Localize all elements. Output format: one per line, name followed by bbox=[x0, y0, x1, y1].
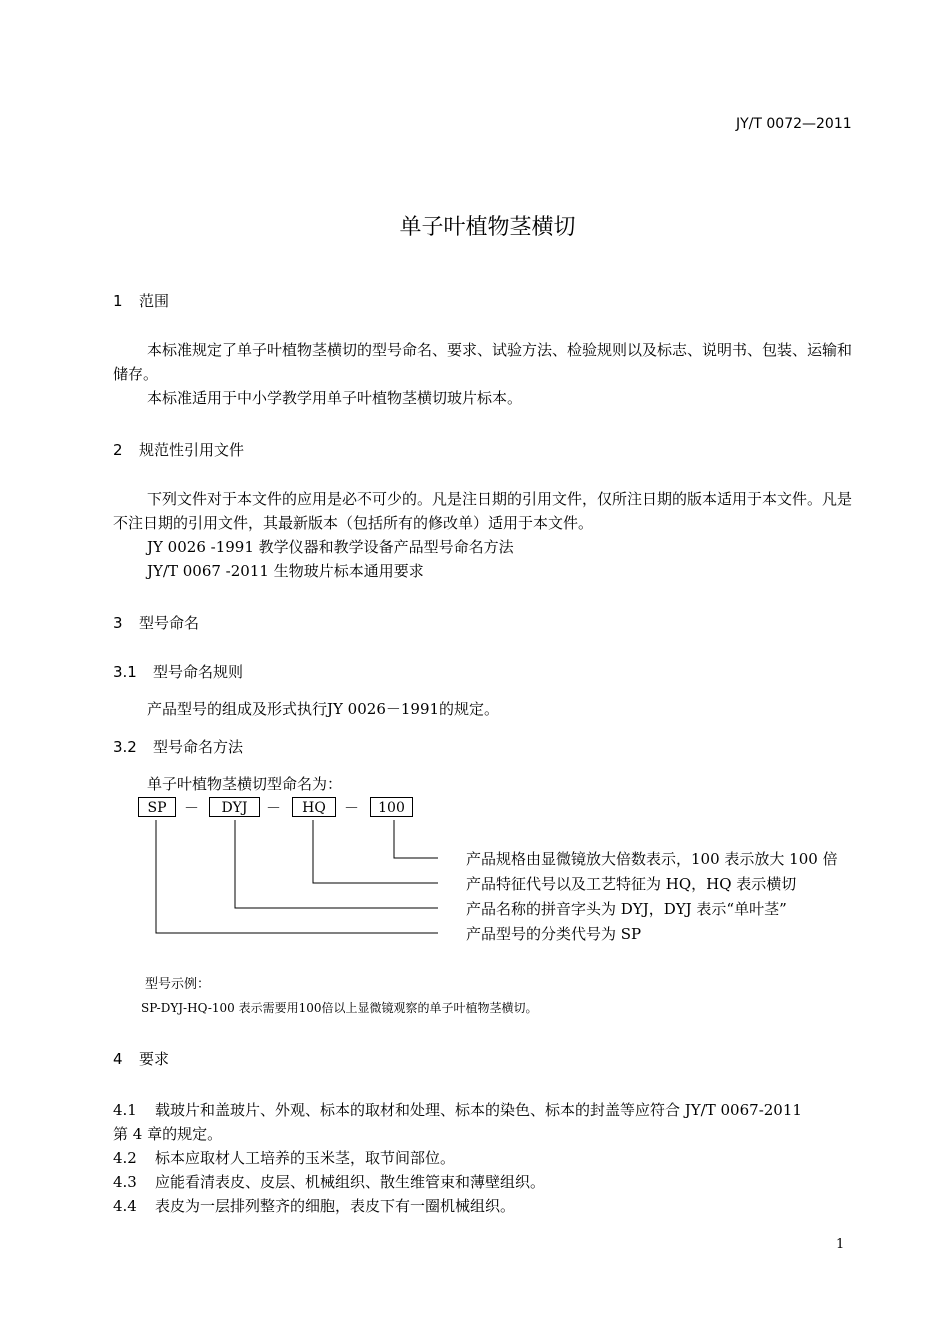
paragraph-text: 本标准适用于中小学教学用单子叶植物茎横切玻片标本。 bbox=[147, 389, 523, 407]
code-separator: － bbox=[344, 799, 360, 817]
requirement-item-4-4 bbox=[113, 1194, 515, 1218]
code-description-sp: 产品型号的分类代号为 SP bbox=[466, 925, 642, 943]
section-title: 要求 bbox=[139, 1050, 170, 1068]
code-description-100: 产品规格由显微镜放大倍数表示，100 表示放大 100 倍 bbox=[466, 850, 838, 868]
connector-line-dyj bbox=[235, 820, 438, 908]
requirement-item-4-2 bbox=[113, 1146, 455, 1170]
item-number: 4.4 bbox=[113, 1197, 137, 1215]
subsection-number: 3.2 bbox=[113, 738, 137, 756]
section-title: 型号命名 bbox=[139, 614, 200, 632]
connector-line-sp bbox=[156, 820, 438, 933]
code-description-dyj: 产品名称的拼音字头为 DYJ，DYJ 表示“单叶茎” bbox=[466, 900, 787, 918]
code-box-hq: HQ bbox=[292, 797, 336, 817]
item-number: 4.1 bbox=[113, 1101, 137, 1119]
requirement-item-4-3 bbox=[113, 1170, 545, 1194]
example-text: SP-DYJ-HQ-100 表示需要用100倍以上显微镜观察的单子叶植物茎横切。 bbox=[141, 1001, 538, 1015]
normative-reference: JY/T 0067 -2011 生物玻片标本通用要求 bbox=[147, 562, 424, 580]
requirement-item-4-1 bbox=[113, 1098, 802, 1122]
model-naming-intro: 单子叶植物茎横切型命名为： bbox=[147, 775, 343, 793]
section-title: 范围 bbox=[139, 292, 170, 310]
example-heading: 型号示例： bbox=[145, 977, 211, 992]
connector-line-100 bbox=[394, 820, 438, 858]
section-number: 1 bbox=[113, 292, 123, 310]
item-text: 载玻片和盖玻片、外观、标本的取材和处理、标本的染色、标本的封盖等应符合 JY/T 0067-2011 bbox=[155, 1101, 802, 1119]
code-box-dyj: DYJ bbox=[209, 797, 260, 817]
requirement-item-4-1-continued: 第 4 章的规定。 bbox=[113, 1125, 223, 1143]
item-number: 4.2 bbox=[113, 1149, 137, 1167]
code-box-100: 100 bbox=[370, 797, 413, 817]
standard-number: JY/T 0072—2011 bbox=[736, 116, 852, 132]
section-4-heading bbox=[113, 1048, 169, 1069]
item-text: 标本应取材人工培养的玉米茎，取节间部位。 bbox=[155, 1149, 456, 1167]
code-separator: － bbox=[184, 799, 200, 817]
connector-line-hq bbox=[313, 820, 438, 883]
subsection-title: 型号命名方法 bbox=[153, 738, 244, 756]
item-number: 4.3 bbox=[113, 1173, 137, 1191]
section-title: 规范性引用文件 bbox=[139, 441, 245, 459]
subsection-number: 3.1 bbox=[113, 663, 137, 681]
section-number: 3 bbox=[113, 614, 123, 632]
code-separator: － bbox=[266, 799, 282, 817]
section-number: 4 bbox=[113, 1050, 123, 1068]
subsection-3-1-text: 产品型号的组成及形式执行JY 0026－1991的规定。 bbox=[147, 700, 500, 718]
code-description-hq: 产品特征代号以及工艺特征为 HQ，HQ 表示横切 bbox=[466, 875, 797, 893]
page-title: 单子叶植物茎横切 bbox=[399, 215, 576, 240]
paragraph-text: 下列文件对于本文件的应用是必不可少的。凡是注日期的引用文件，仅所注日期的版本适用于本文件。凡是不注日期的引用文件，其最新版本（包括所有的修改单）适用于本文件。 bbox=[113, 490, 853, 532]
paragraph-text: 本标准规定了单子叶植物茎横切的型号命名、要求、试验方法、检验规则以及标志、说明书、包装、运输和储存。 bbox=[113, 341, 853, 383]
normative-reference: JY 0026 -1991 教学仪器和教学设备产品型号命名方法 bbox=[147, 538, 514, 556]
item-text: 表皮为一层排列整齐的细胞，表皮下有一圈机械组织。 bbox=[155, 1197, 516, 1215]
section-number: 2 bbox=[113, 441, 123, 459]
page-number: 1 bbox=[836, 1237, 845, 1252]
item-text: 应能看清表皮、皮层、机械组织、散生维管束和薄壁组织。 bbox=[155, 1173, 546, 1191]
code-box-sp: SP bbox=[138, 797, 176, 817]
subsection-title: 型号命名规则 bbox=[153, 663, 244, 681]
